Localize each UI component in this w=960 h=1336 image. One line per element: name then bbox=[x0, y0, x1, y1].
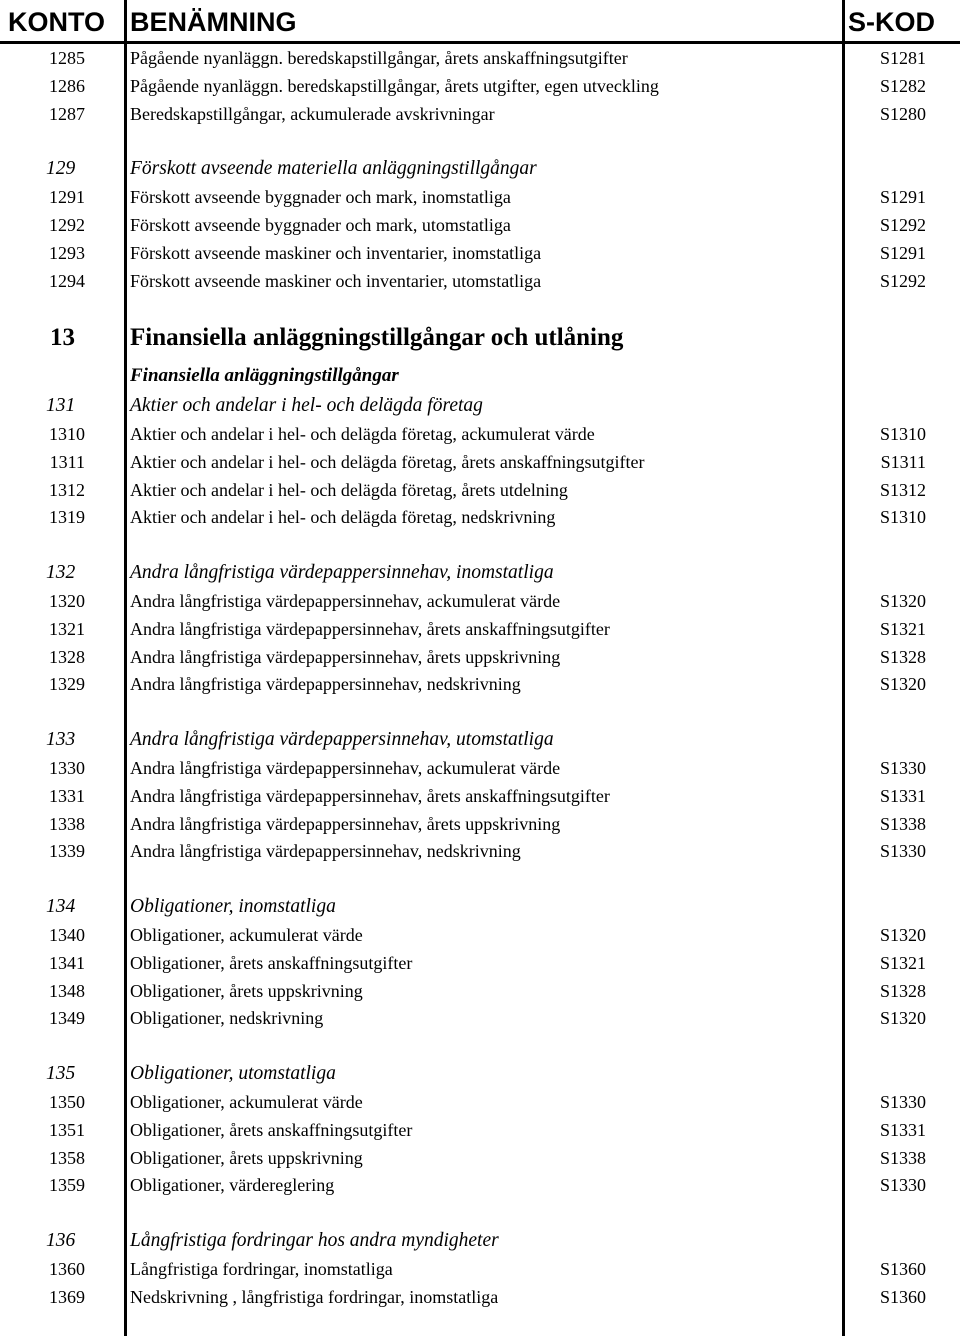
table-row bbox=[0, 643, 960, 671]
account-number: 1292 bbox=[49, 215, 85, 235]
s-code: S1282 bbox=[879, 76, 926, 96]
account-name: Andra långfristiga värdepappersinnehav, inomstatliga bbox=[130, 562, 554, 583]
s-code: S1330 bbox=[879, 758, 926, 778]
account-number: 1330 bbox=[49, 758, 85, 778]
account-name: Andra långfristiga värdepappersinnehav, ackumulerat värde bbox=[130, 591, 561, 611]
section-heading bbox=[0, 155, 960, 183]
account-number: 13 bbox=[50, 324, 75, 351]
s-code: S1328 bbox=[879, 981, 926, 1001]
account-name: Pågående nyanläggn. beredskapstillgångar, årets utgifter, egen utveckling bbox=[130, 76, 659, 96]
account-number: 1341 bbox=[49, 953, 85, 973]
account-name: Andra långfristiga värdepappersinnehav, nedskrivning bbox=[130, 841, 521, 861]
account-number: 1287 bbox=[49, 104, 85, 124]
account-number: 1358 bbox=[49, 1148, 85, 1168]
table-row bbox=[0, 476, 960, 504]
table-row bbox=[0, 1116, 960, 1144]
account-name: Obligationer, utomstatliga bbox=[130, 1063, 336, 1084]
account-number: 1331 bbox=[49, 786, 85, 806]
account-name: Långfristiga fordringar, inomstatliga bbox=[130, 1259, 393, 1279]
account-name: Långfristiga fordringar hos andra myndigheter bbox=[130, 1230, 499, 1251]
table-row bbox=[0, 782, 960, 810]
account-number: 1291 bbox=[49, 187, 85, 207]
section-heading bbox=[0, 1060, 960, 1088]
account-number: 1349 bbox=[49, 1008, 85, 1028]
account-number: 132 bbox=[46, 562, 76, 583]
s-code: S1310 bbox=[879, 507, 926, 527]
account-number: 1321 bbox=[49, 619, 85, 639]
account-number: 1293 bbox=[49, 243, 85, 263]
subgroup-heading bbox=[0, 362, 960, 390]
group-heading bbox=[0, 320, 960, 356]
s-code: S1330 bbox=[879, 841, 926, 861]
account-number: 1340 bbox=[49, 925, 85, 945]
account-name: Obligationer, inomstatliga bbox=[130, 896, 336, 917]
table-row bbox=[0, 949, 960, 977]
account-name: Obligationer, årets anskaffningsutgifter bbox=[130, 953, 413, 973]
account-number: 129 bbox=[46, 158, 76, 179]
s-code: S1338 bbox=[879, 814, 926, 834]
account-name: Aktier och andelar i hel- och delägda företag, nedskrivning bbox=[130, 507, 556, 527]
s-code: S1321 bbox=[879, 953, 926, 973]
account-name: Obligationer, ackumulerat värde bbox=[130, 925, 363, 945]
account-name: Förskott avseende materiella anläggningstillgångar bbox=[130, 158, 537, 179]
account-name: Pågående nyanläggn. beredskapstillgångar, årets anskaffningsutgifter bbox=[130, 48, 628, 68]
s-code: S1360 bbox=[879, 1259, 926, 1279]
s-code: S1320 bbox=[879, 591, 926, 611]
account-name: Obligationer, ackumulerat värde bbox=[130, 1092, 363, 1112]
table-row bbox=[0, 100, 960, 128]
account-name: Andra långfristiga värdepappersinnehav, årets anskaffningsutgifter bbox=[130, 786, 610, 806]
header-konto: KONTO bbox=[8, 7, 106, 37]
table-row bbox=[0, 211, 960, 239]
account-name: Finansiella anläggningstillgångar bbox=[130, 365, 399, 386]
account-number: 1310 bbox=[49, 424, 85, 444]
section-heading bbox=[0, 392, 960, 420]
account-number: 1312 bbox=[49, 480, 85, 500]
account-name: Nedskrivning , långfristiga fordringar, inomstatliga bbox=[130, 1287, 499, 1307]
account-name: Andra långfristiga värdepappersinnehav, årets uppskrivning bbox=[130, 814, 561, 834]
account-number: 1338 bbox=[49, 814, 85, 834]
table-row bbox=[0, 1088, 960, 1116]
table-row bbox=[0, 1283, 960, 1311]
table-row bbox=[0, 587, 960, 615]
s-code: S1292 bbox=[879, 215, 926, 235]
table-row bbox=[0, 837, 960, 865]
table-row bbox=[0, 1255, 960, 1283]
account-number: 136 bbox=[46, 1230, 76, 1251]
account-name: Andra långfristiga värdepappersinnehav, nedskrivning bbox=[130, 674, 521, 694]
s-code: S1320 bbox=[879, 674, 926, 694]
s-code: S1360 bbox=[879, 1287, 926, 1307]
account-number: 1285 bbox=[49, 48, 85, 68]
table-row bbox=[0, 420, 960, 448]
section-heading bbox=[0, 893, 960, 921]
account-number: 1286 bbox=[49, 76, 85, 96]
table-row bbox=[0, 921, 960, 949]
table-row bbox=[0, 670, 960, 698]
account-name: Förskott avseende byggnader och mark, inomstatliga bbox=[130, 187, 511, 207]
table-row bbox=[0, 44, 960, 72]
account-number: 135 bbox=[46, 1063, 76, 1084]
s-code: S1281 bbox=[879, 48, 926, 68]
s-code: S1330 bbox=[879, 1175, 926, 1195]
account-name: Obligationer, årets uppskrivning bbox=[130, 981, 363, 1001]
account-name: Obligationer, värdereglering bbox=[130, 1175, 335, 1195]
account-name: Obligationer, årets uppskrivning bbox=[130, 1148, 363, 1168]
table-row bbox=[0, 239, 960, 267]
account-name: Aktier och andelar i hel- och delägda företag, årets anskaffningsutgifter bbox=[130, 452, 645, 472]
s-code: S1320 bbox=[879, 925, 926, 945]
section-heading bbox=[0, 559, 960, 587]
account-number: 1311 bbox=[49, 452, 85, 472]
table-row bbox=[0, 977, 960, 1005]
account-name: Andra långfristiga värdepappersinnehav, utomstatliga bbox=[130, 729, 554, 750]
account-name: Finansiella anläggningstillgångar och utlåning bbox=[130, 324, 624, 351]
account-name: Andra långfristiga värdepappersinnehav, årets uppskrivning bbox=[130, 647, 561, 667]
account-name: Aktier och andelar i hel- och delägda företag, årets utdelning bbox=[130, 480, 568, 500]
account-number: 1360 bbox=[49, 1259, 85, 1279]
table-row bbox=[0, 72, 960, 100]
table-row bbox=[0, 183, 960, 211]
table-row bbox=[0, 448, 960, 476]
account-name: Aktier och andelar i hel- och delägda företag bbox=[130, 395, 483, 416]
table-row bbox=[0, 810, 960, 838]
section-heading bbox=[0, 726, 960, 754]
account-number: 134 bbox=[46, 896, 76, 917]
s-code: S1338 bbox=[879, 1148, 926, 1168]
s-code: S1321 bbox=[879, 619, 926, 639]
s-code: S1312 bbox=[879, 480, 926, 500]
account-number: 1359 bbox=[49, 1175, 85, 1195]
s-code: S1280 bbox=[879, 104, 926, 124]
s-code: S1328 bbox=[879, 647, 926, 667]
s-code: S1291 bbox=[879, 187, 926, 207]
s-code: S1292 bbox=[879, 271, 926, 291]
s-code: S1331 bbox=[879, 786, 926, 806]
section-heading bbox=[0, 1227, 960, 1255]
table-header bbox=[0, 0, 960, 44]
s-code: S1311 bbox=[880, 452, 926, 472]
account-number: 1319 bbox=[49, 507, 85, 527]
account-number: 1350 bbox=[49, 1092, 85, 1112]
account-number: 1351 bbox=[49, 1120, 85, 1140]
account-name: Förskott avseende byggnader och mark, utomstatliga bbox=[130, 215, 511, 235]
account-number: 1294 bbox=[49, 271, 85, 291]
account-number: 133 bbox=[46, 729, 76, 750]
account-name: Förskott avseende maskiner och inventarier, utomstatliga bbox=[130, 271, 542, 291]
account-number: 1369 bbox=[49, 1287, 85, 1307]
account-number: 1328 bbox=[49, 647, 85, 667]
account-name: Obligationer, årets anskaffningsutgifter bbox=[130, 1120, 413, 1140]
account-number: 1339 bbox=[49, 841, 85, 861]
account-name: Beredskapstillgångar, ackumulerade avskrivningar bbox=[130, 104, 495, 124]
account-name: Förskott avseende maskiner och inventarier, inomstatliga bbox=[130, 243, 542, 263]
table-row bbox=[0, 615, 960, 643]
account-name: Aktier och andelar i hel- och delägda företag, ackumulerat värde bbox=[130, 424, 595, 444]
account-number: 131 bbox=[46, 395, 76, 416]
account-name: Andra långfristiga värdepappersinnehav, ackumulerat värde bbox=[130, 758, 561, 778]
account-name: Obligationer, nedskrivning bbox=[130, 1008, 324, 1028]
account-number: 1329 bbox=[49, 674, 85, 694]
s-code: S1320 bbox=[879, 1008, 926, 1028]
account-number: 1320 bbox=[49, 591, 85, 611]
s-code: S1331 bbox=[879, 1120, 926, 1140]
s-code: S1310 bbox=[879, 424, 926, 444]
header-benamning: BENÄMNING bbox=[130, 7, 297, 37]
table-row bbox=[0, 754, 960, 782]
account-name: Andra långfristiga värdepappersinnehav, årets anskaffningsutgifter bbox=[130, 619, 610, 639]
table-row bbox=[0, 1171, 960, 1199]
table-row bbox=[0, 1144, 960, 1172]
s-code: S1330 bbox=[879, 1092, 926, 1112]
s-code: S1291 bbox=[879, 243, 926, 263]
table-row bbox=[0, 1004, 960, 1032]
account-number: 1348 bbox=[49, 981, 85, 1001]
table-row bbox=[0, 503, 960, 531]
header-skod: S-KOD bbox=[848, 7, 935, 37]
table-row bbox=[0, 267, 960, 295]
